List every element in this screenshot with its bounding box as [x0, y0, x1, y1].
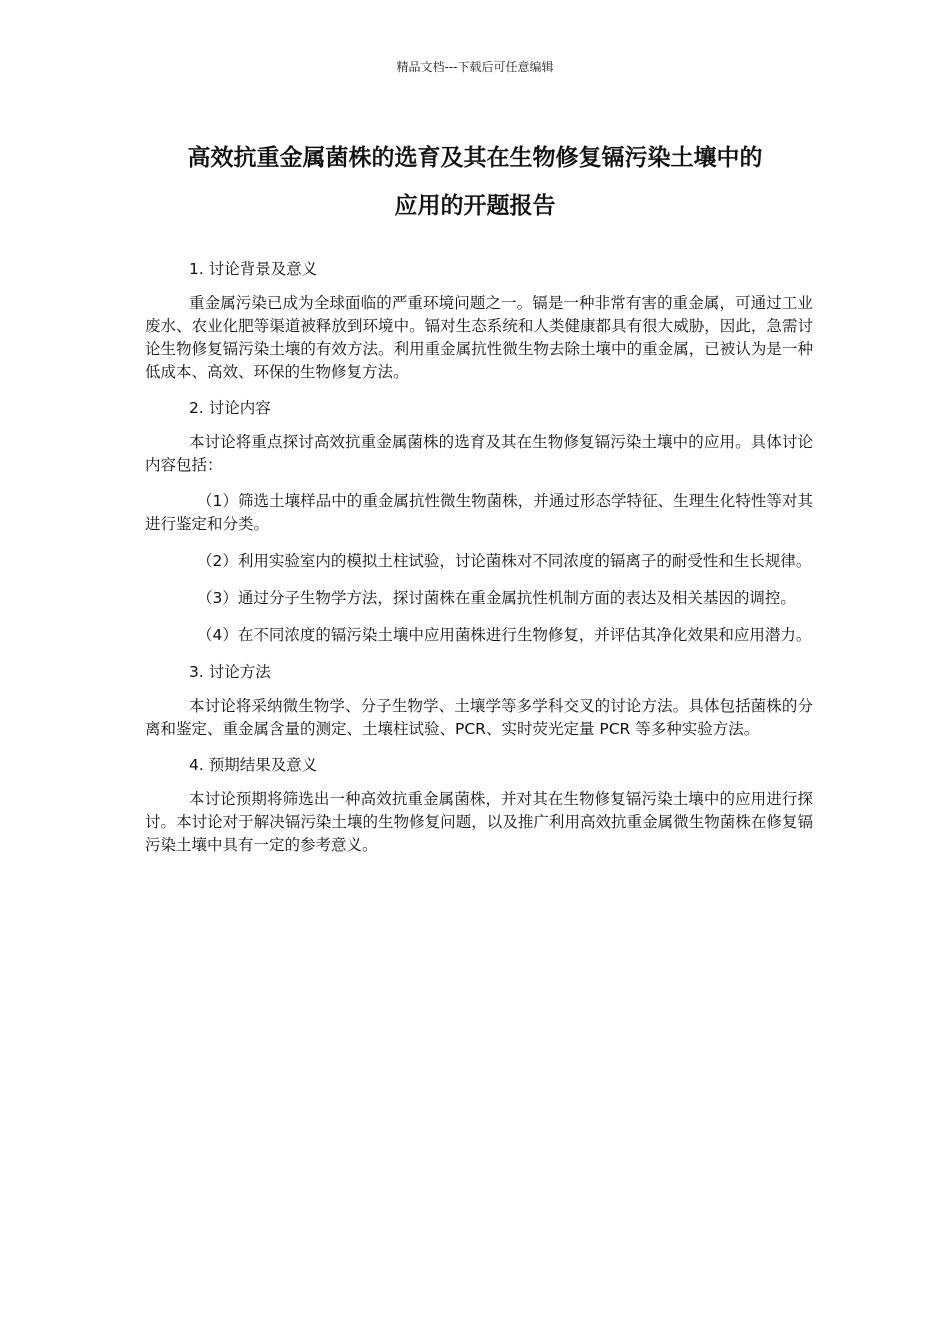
list-item: （1）筛选土壤样品中的重金属抗性微生物菌株，并通过形态学特征、生理生化特性等对其进行鉴定和分类。: [145, 492, 813, 533]
section-heading: 3. 讨论方法: [189, 663, 271, 681]
list-item: （3）通过分子生物学方法，探讨菌株在重金属抗性机制方面的表达及相关基因的调控。: [197, 589, 796, 607]
list-item: （2）利用实验室内的模拟土柱试验，讨论菌株对不同浓度的镉离子的耐受性和生长规律。: [197, 552, 812, 570]
title-line-1: 高效抗重金属菌株的选育及其在生物修复镉污染土壤中的: [187, 145, 763, 171]
section-paragraph: 重金属污染已成为全球面临的严重环境问题之一。镉是一种非常有害的重金属，可通过工业废水、农业化肥等渠道被释放到环境中。镉对生态系统和人类健康都具有很大威胁，因此，急需讨论生物修复镉污染土壤的有效方法。利用重金属抗性微生物去除土壤中的重金属，已被认为是一种低成本、高效、环保的生物修复方法。: [145, 294, 813, 381]
list-item: （4）在不同浓度的镉污染土壤中应用菌株进行生物修复，并评估其净化效果和应用潜力。: [197, 626, 812, 644]
section-heading: 2. 讨论内容: [189, 399, 271, 417]
document-body: [145, 258, 813, 870]
section-paragraph: 本讨论将重点探讨高效抗重金属菌株的选育及其在生物修复镉污染土壤中的应用。具体讨论内容包括：: [145, 433, 813, 474]
section-paragraph: 本讨论预期将筛选出一种高效抗重金属菌株，并对其在生物修复镉污染土壤中的应用进行探讨。本讨论对于解决镉污染土壤的生物修复问题，以及推广利用高效抗重金属微生物菌株在修复镉污染土壤中具有一定的参考意义。: [145, 790, 813, 854]
section-heading: 1. 讨论背景及意义: [189, 260, 318, 278]
document-title: [140, 134, 810, 230]
section-paragraph: 本讨论将采纳微生物学、分子生物学、土壤学等多学科交叉的讨论方法。具体包括菌株的分离和鉴定、重金属含量的测定、土壤柱试验、PCR、实时荧光定量 PCR 等多种实验方法。: [145, 697, 813, 738]
header-note: 精品文档---下载后可任意编辑: [396, 60, 554, 74]
title-line-2: 应用的开题报告: [394, 193, 556, 219]
section-heading: 4. 预期结果及意义: [189, 756, 318, 774]
